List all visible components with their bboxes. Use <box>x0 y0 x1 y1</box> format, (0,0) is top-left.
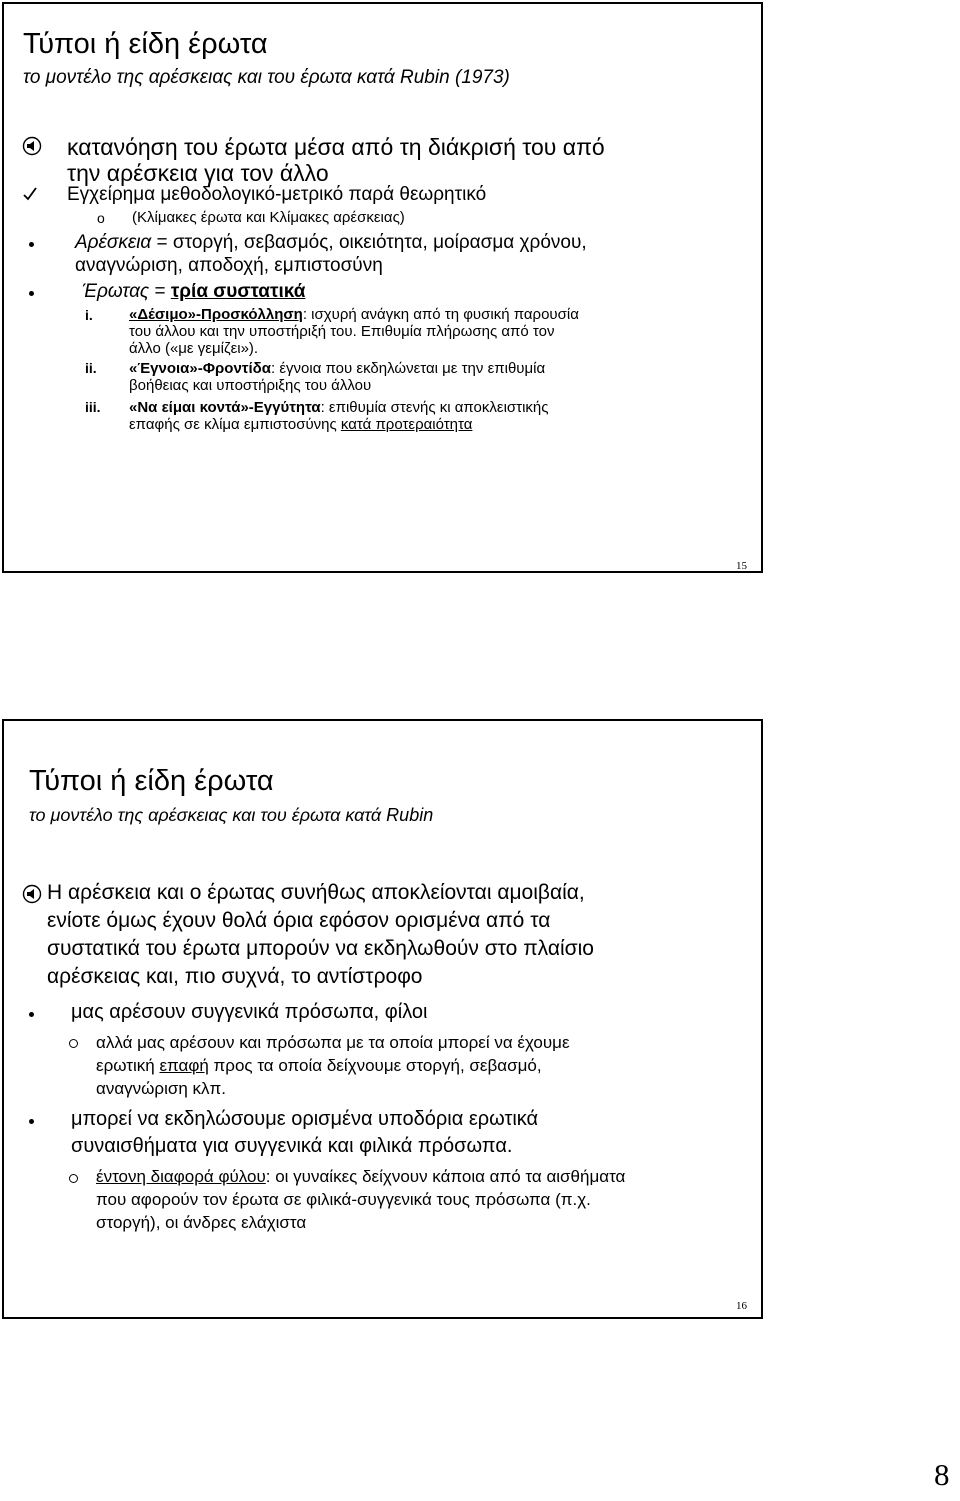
liking-line <box>75 232 587 254</box>
attachment-desc-cont: του άλλου και την υποστήριξή του. Επιθυμία πλήρωσης από τον <box>129 323 555 340</box>
o-marker: o <box>97 210 105 226</box>
main-point-line: κατανόηση του έρωτα μέσα από τη διάκρισή του από <box>67 134 605 160</box>
speaker-bullet-icon <box>22 884 42 904</box>
love-equals: = <box>149 281 171 302</box>
caring-desc-cont: βοήθειας και υποστήριξης του άλλου <box>129 377 372 394</box>
paragraph-line: συστατικά του έρωτα μπορούν να εκδηλωθούν στο πλαίσιο <box>47 937 594 960</box>
checkmark-bullet-icon <box>22 186 38 202</box>
bullet-subtle-feelings: μπορεί να εκδηλώσουμε ορισμένα υποδόρια ερωτικά <box>71 1108 539 1130</box>
attachment-desc: : ισχυρή ανάγκη από τη φυσική παρουσία <box>302 306 579 323</box>
item-marker-i: i. <box>85 307 93 323</box>
slide-number: 16 <box>736 1300 747 1312</box>
liking-definition: = στοργή, σεβασμός, οικειότητα, μοίρασμα χρόνου, <box>151 232 587 253</box>
liking-definition-cont: αναγνώριση, αποδοχή, εμπιστοσύνη <box>75 255 383 276</box>
round-bullet-icon <box>29 242 34 247</box>
paragraph-line: Η αρέσκεια και ο έρωτας συνήθως αποκλείονται αμοιβαία, <box>47 881 585 904</box>
sub-bullet-text: ερωτική <box>96 1056 160 1075</box>
slide-title: Τύποι ή είδη έρωτα <box>29 765 274 797</box>
slide-number: 15 <box>736 560 747 572</box>
component-intimacy <box>129 399 549 416</box>
component-caring <box>129 360 545 377</box>
round-bullet-icon <box>29 1012 34 1017</box>
hollow-circle-bullet-icon <box>69 1174 78 1183</box>
slide-15 <box>2 2 763 573</box>
slide-title: Τύποι ή είδη έρωτα <box>23 28 268 60</box>
attachment-term: «Δέσιμο»-Προσκόλληση <box>129 306 303 323</box>
sub-bullet-line: που αφορούν τον έρωτα σε φιλικά-συγγενικά τους πρόσωπα (π.χ. <box>96 1190 591 1209</box>
liking-term: Αρέσκεια <box>75 232 152 253</box>
sub-bullet-line <box>96 1056 542 1076</box>
check-item: Εγχείρημα μεθοδολογικό-μετρικό παρά θεωρητικό <box>67 184 487 205</box>
round-bullet-icon <box>29 291 34 296</box>
sub-bullet-line: αναγνώριση κλπ. <box>96 1079 226 1098</box>
round-bullet-icon <box>29 1119 34 1124</box>
component-attachment <box>129 306 579 323</box>
item-marker-iii: iii. <box>85 399 101 415</box>
main-point-line: την αρέσκεια για τον άλλο <box>67 160 329 186</box>
page-number: 8 <box>934 1457 950 1492</box>
attachment-desc-cont: άλλο («με γεμίζει»). <box>129 340 259 357</box>
speaker-bullet-icon <box>22 136 42 156</box>
intimacy-term: «Να είμαι κοντά»-Εγγύτητα <box>129 399 321 416</box>
sub-bullet-line: στοργή), οι άνδρες ελάχιστα <box>96 1213 307 1232</box>
caring-term: «Έγνοια»-Φροντίδα <box>129 360 271 377</box>
sub-bullet-line: αλλά μας αρέσουν και πρόσωπα με τα οποία μπορεί να έχουμε <box>96 1033 570 1052</box>
item-marker-ii: ii. <box>85 360 97 376</box>
sub-bullet-underlined: επαφή <box>159 1056 209 1075</box>
slide-subtitle: το μοντέλο της αρέσκειας και του έρωτα κατά Rubin <box>29 805 434 825</box>
intimacy-desc: : επιθυμία στενής κι αποκλειστικής <box>320 399 549 416</box>
intimacy-desc-cont <box>129 416 472 433</box>
intimacy-priority: κατά προτεραιότητα <box>340 416 473 433</box>
sub-bullet-line <box>96 1167 625 1187</box>
love-line <box>82 281 305 303</box>
sub-bullet-text: : οι γυναίκες δείχνουν κάποια από τα αισθήματα <box>265 1167 626 1186</box>
slide-subtitle: το μοντέλο της αρέσκειας και του έρωτα κατά Rubin (1973) <box>23 67 510 88</box>
sub-bullet-text: προς τα οποία δείχνουμε στοργή, σεβασμό, <box>208 1056 542 1075</box>
bullet-subtle-feelings-cont: συναισθήματα για συγγενικά και φιλικά πρόσωπα. <box>71 1135 513 1157</box>
love-term: Έρωτας <box>82 281 150 302</box>
bullet-relatives: μας αρέσουν συγγενικά πρόσωπα, φίλοι <box>71 1001 428 1023</box>
o-item: (Κλίμακες έρωτα και Κλίμακες αρέσκειας) <box>132 209 405 226</box>
paragraph-line: αρέσκειας και, πιο συχνά, το αντίστροφο <box>47 965 423 988</box>
love-definition: τρία συστατικά <box>170 281 306 302</box>
hollow-circle-bullet-icon <box>69 1039 78 1048</box>
intimacy-desc-text: επαφής σε κλίμα εμπιστοσύνης <box>129 416 341 433</box>
caring-desc: : έγνοια που εκδηλώνεται με την επιθυμία <box>271 360 546 377</box>
gender-difference: έντονη διαφορά φύλου <box>96 1167 266 1186</box>
slide-16 <box>2 719 763 1319</box>
paragraph-line: ενίοτε όμως έχουν θολά όρια εφόσον ορισμένα από τα <box>47 909 551 932</box>
